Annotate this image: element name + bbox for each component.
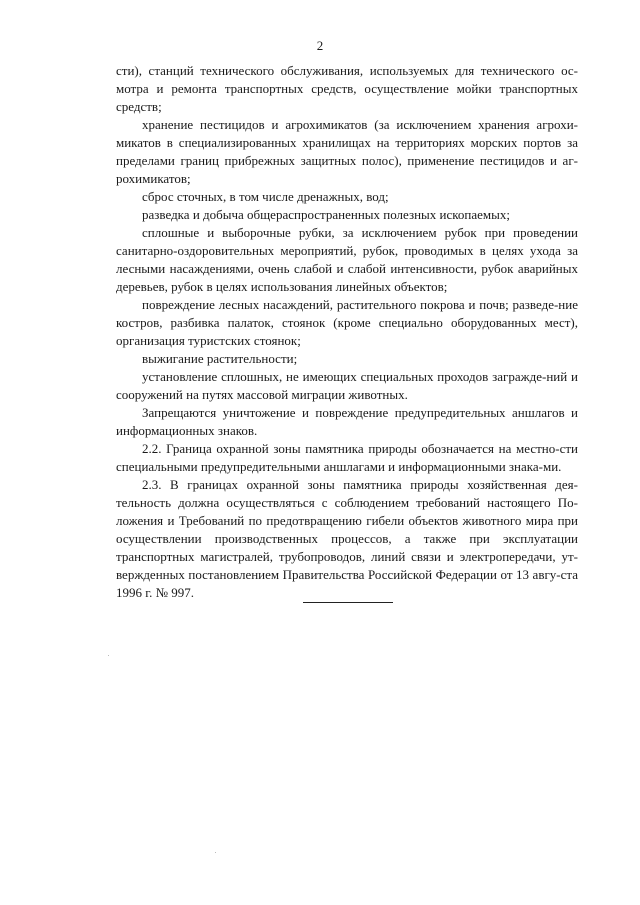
paragraph-burning: выжигание растительности; [142, 351, 298, 366]
page-number: 2 [316, 38, 324, 53]
document-body [116, 62, 578, 602]
paragraph-logging: сплошные и выборочные рубки, за исключением рубок при проведении санитарно-оздоровительных мероприятий, рубок, проводимых в целях ухода за лесными насаждениями, очень слабой и слабой интенсивности, рубок аварийных деревьев, рубок в целях использования линейных объектов; [116, 225, 578, 294]
paragraph-mining: разведка и добыча общераспространенных полезных ископаемых; [142, 207, 510, 222]
paragraph-signs-prohibition: Запрещаются уничтожение и повреждение предупредительных аншлагов и информационных знаков. [116, 405, 578, 438]
paragraph-section-2-2: 2.2. Граница охранной зоны памятника природы обозначается на местно-сти специальными предупредительными аншлагами и информационными знака-ми. [116, 441, 578, 474]
paragraph-continuation: сти), станций технического обслуживания, используемых для технического ос-мотра и ремонта транспортных средств, осуществление мойки транспортных средств; [116, 63, 578, 114]
paragraph-fences: установление сплошных, не имеющих специальных проходов загражде-ний и сооружений на путях массовой миграции животных. [116, 369, 578, 402]
scan-speck [215, 852, 216, 853]
paragraph-section-2-3: 2.3. В границах охранной зоны памятника природы хозяйственная дея-тельность должна осуществляться с соблюдением требований настоящего По-ложения и Требований по предотвращению гибели объектов животного мира при осуществлении производственных процессов, а также при эксплуатации транспортных магистралей, трубопроводов, линий связи и электропередачи, ут-вержденных постановлением Правительства Российской Федерации от 13 авгу-ста 1996 г. № 997. [116, 477, 578, 600]
paragraph-wastewater: сброс сточных, в том числе дренажных, вод; [142, 189, 389, 204]
end-divider [303, 602, 393, 603]
paragraph-forest-damage: повреждение лесных насаждений, растительного покрова и почв; разведе-ние костров, разбивка палаток, стоянок (кроме специально оборудованных мест), организация туристских стоянок; [116, 297, 578, 348]
paragraph-pesticides: хранение пестицидов и агрохимикатов (за исключением хранения агрохи-микатов в специализированных хранилищах на территориях морских портов за пределами границ прибрежных защитных полос), применение пестицидов и аг-рохимикатов; [116, 117, 578, 186]
scan-speck [108, 655, 109, 656]
